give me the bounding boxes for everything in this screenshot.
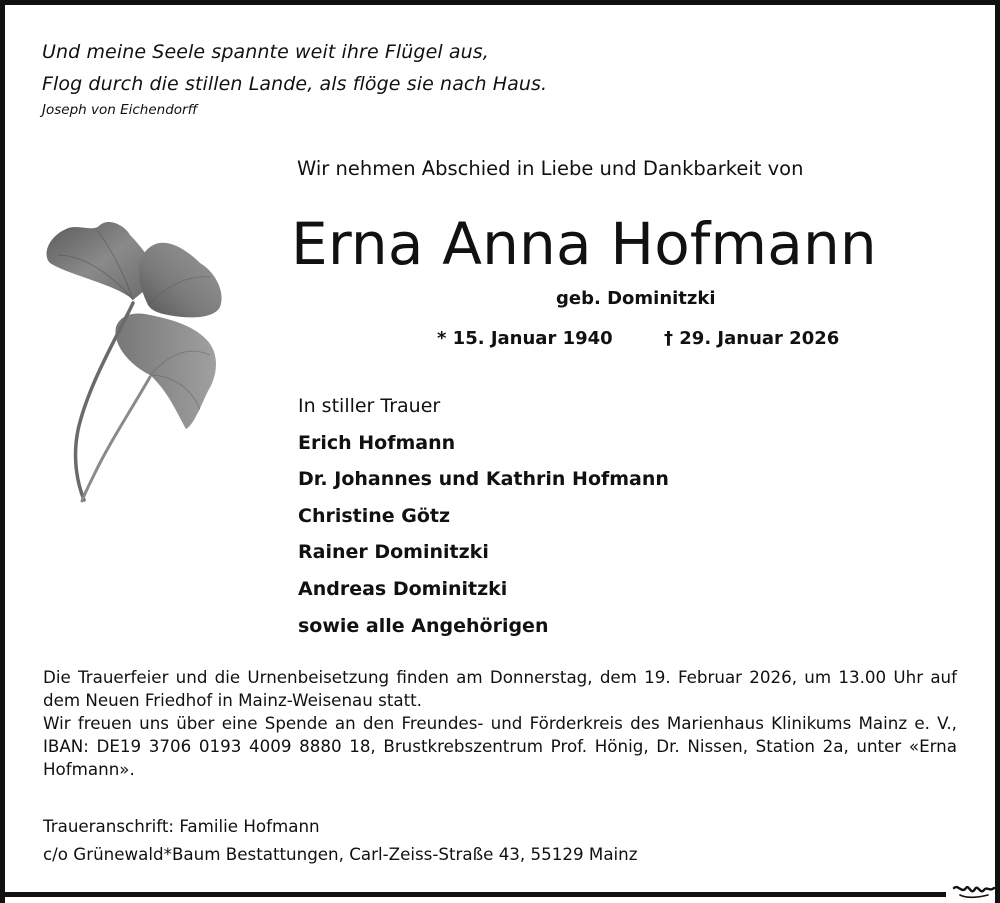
birth-date: * 15. Januar 1940 [437,328,613,349]
mourners-intro: In stiller Trauer [298,395,441,417]
deceased-name: Erna Anna Hofmann [291,210,877,278]
quote-author: Joseph von Eichendorff [42,102,198,118]
list-item: Dr. Johannes und Kathrin Hofmann [298,468,669,491]
ceremony-text: Die Trauerfeier und die Urnenbeisetzung finden am Donnerstag, dem 19. Februar 2026, um 13.00 Uhr auf dem Neuen Friedhof in Mainz-Weisenau statt. [43,667,957,710]
address-line-1: Traueranschrift: Familie Hofmann [43,816,320,836]
mourners-list [298,388,669,644]
address-line-2: c/o Grünewald*Baum Bestattungen, Carl-Zeiss-Straße 43, 55129 Mainz [43,844,638,864]
list-item: Christine Götz [298,504,451,527]
list-item: Erich Hofmann [298,431,456,454]
death-date: † 29. Januar 2026 [664,328,840,349]
list-item: sowie alle Angehörigen [298,614,549,637]
ginkgo-leaf-icon [38,215,228,515]
bottom-rule [0,892,946,897]
quote-line-1: Und meine Seele spannte weit ihre Flügel aus, [42,41,489,63]
publisher-ornament-icon [952,882,996,900]
maiden-name: geb. Dominitzki [556,288,716,309]
donation-text: Wir freuen uns über eine Spende an den Freundes- und Förderkreis des Marienhaus Klinikums Mainz e. V., IBAN: DE19 3706 0193 4009 8880 18, Brustkrebszentrum Prof. Hönig, Dr. Nissen, Station 2a, unter «Erna Hofmann». [43,713,957,779]
quote-line-2: Flog durch die stillen Lande, als flöge sie nach Haus. [42,73,548,95]
list-item: Andreas Dominitzki [298,577,508,600]
farewell-text: Wir nehmen Abschied in Liebe und Dankbarkeit von [297,157,804,180]
list-item: Rainer Dominitzki [298,541,489,564]
